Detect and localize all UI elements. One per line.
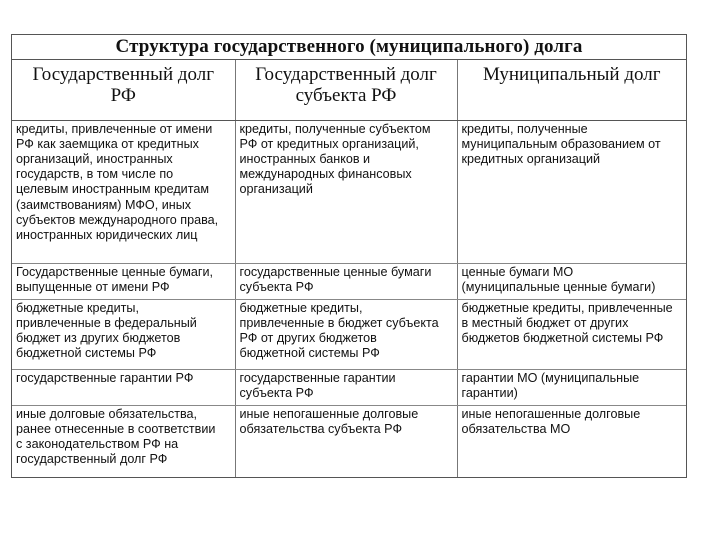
table-row bbox=[12, 369, 686, 405]
table-title: Структура государственного (муниципального) долга bbox=[12, 35, 686, 60]
table-row bbox=[12, 299, 686, 369]
table-cell: кредиты, привлеченные от имени РФ как заемщика от кредитных организаций, иностранных государств, в том числе по целевым иностранным кредитам (заимствованиям) МФО, иных субъектов международного права, иностранных юридических лиц bbox=[12, 120, 235, 263]
table-cell: бюджетные кредиты, привлеченные в бюджет субъекта РФ от других бюджетов бюджетной системы РФ bbox=[235, 299, 457, 369]
column-header-regional-debt: Государственный долг субъекта РФ bbox=[235, 60, 457, 120]
table-cell: кредиты, полученные муниципальным образованием от кредитных организаций bbox=[457, 120, 686, 263]
debt-structure-table bbox=[12, 60, 686, 477]
table-cell: бюджетные кредиты, привлеченные в местный бюджет от других бюджетов бюджетной системы РФ bbox=[457, 299, 686, 369]
table-cell: бюджетные кредиты, привлеченные в федеральный бюджет из других бюджетов бюджетной системы РФ bbox=[12, 299, 235, 369]
debt-structure-table-frame bbox=[11, 34, 687, 478]
table-cell: ценные бумаги МО (муниципальные ценные бумаги) bbox=[457, 263, 686, 299]
table-cell: государственные гарантии РФ bbox=[12, 369, 235, 405]
table-cell: иные непогашенные долговые обязательства МО bbox=[461, 406, 641, 436]
column-header-federal-debt: Государственный долг РФ bbox=[12, 60, 235, 120]
table-cell: кредиты, полученные субъектом РФ от кредитных организаций, иностранных банков и международных финансовых организаций bbox=[235, 120, 457, 263]
table-cell: иные непогашенные долговые обязательства субъекта РФ bbox=[235, 405, 457, 477]
table-cell: государственные ценные бумаги субъекта РФ bbox=[235, 263, 457, 299]
table-row bbox=[12, 405, 686, 477]
column-header-municipal-debt: Муниципальный долг bbox=[457, 60, 686, 120]
table-row bbox=[12, 120, 686, 263]
header-row bbox=[12, 60, 686, 120]
table-cell: иные долговые обязательства, ранее отнесенные в соответствии с законодательством РФ на государственный долг РФ bbox=[12, 405, 235, 477]
table-cell: гарантии МО (муниципальные гарантии) bbox=[457, 369, 686, 405]
table-cell: государственные гарантии субъекта РФ bbox=[235, 369, 457, 405]
table-row bbox=[12, 263, 686, 299]
table-cell: Государственные ценные бумаги, выпущенные от имени РФ bbox=[12, 263, 235, 299]
